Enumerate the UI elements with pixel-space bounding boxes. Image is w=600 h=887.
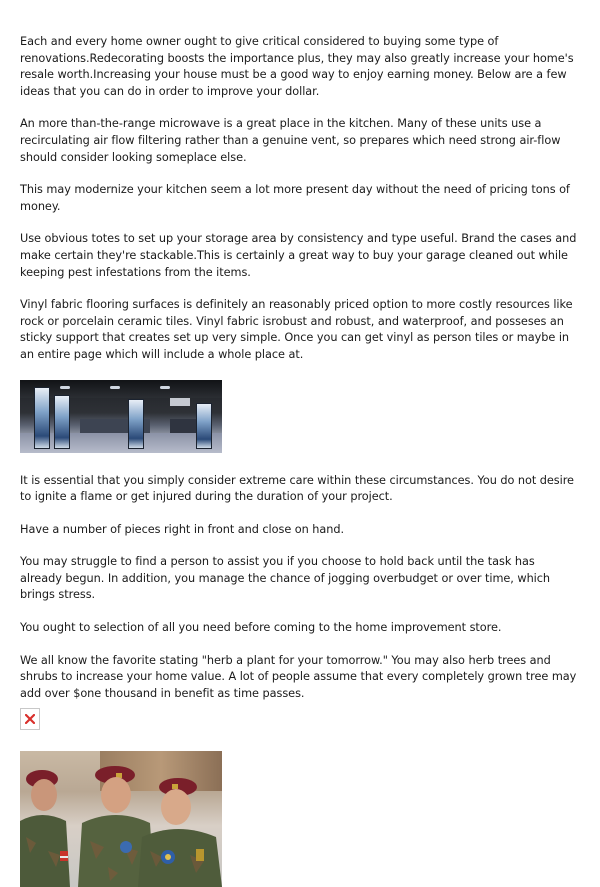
photo-sign xyxy=(170,398,190,406)
paragraph-2: An more than-the-range microwave is a great place in the kitchen. Many of these units use a recirculating air flow filtering rather than a genuine vent, so prepares which need strong air-flow should consider looking someplace else. xyxy=(20,117,561,164)
photo-light xyxy=(160,386,170,389)
soldiers-illustration xyxy=(20,751,222,887)
photo-light xyxy=(110,386,120,389)
photo-light xyxy=(60,386,70,389)
paragraph-5: Vinyl fabric flooring surfaces is definitely an reasonably priced option to more costly resources like rock or porcelain ceramic tiles. Vinyl fabric isrobust and robust, and waterproof, and posseses an sticky support that creates set up very simple. Once you can get vinyl as person tiles or maybe in an entire page which will include a whole place at. xyxy=(20,298,573,361)
paragraph-8: You may struggle to find a person to assist you if you choose to hold back until the task has already begun. In addition, you manage the chance of jogging overbudget or over time, which brings stress. xyxy=(20,555,551,602)
photo-banner xyxy=(196,403,212,449)
broken-image-placeholder xyxy=(20,708,40,730)
photo-banner xyxy=(128,399,144,449)
soldiers-photo xyxy=(20,751,222,887)
article-body xyxy=(20,34,580,887)
paragraph-9: You ought to selection of all you need before coming to the home improvement store. xyxy=(20,621,502,635)
paragraph-4: Use obvious totes to set up your storage area by consistency and type useful. Brand the cases and make certain they're stackable.This is certainly a great way to buy your garage cleaned out while keeping pest infestations from the items. xyxy=(20,232,577,279)
photo-ceiling xyxy=(20,380,222,398)
broken-image-icon xyxy=(25,714,35,724)
paragraph-7: Have a number of pieces right in front and close on hand. xyxy=(20,522,345,536)
photo-banner xyxy=(54,395,70,449)
paragraph-1: Each and every home owner ought to give critical considered to buying some type of renovations.Redecorating boosts the importance plus, they may also greatly increase your home's resale worth.Increasing your house must be a good way to enjoy earning money. Below are a few ideas that you can do in order to improve your dollar. xyxy=(20,35,574,98)
paragraph-3: This may modernize your kitchen seem a lot more present day without the need of pricing tons of money. xyxy=(20,183,570,213)
photo-floor xyxy=(20,433,222,453)
paragraph-10: We all know the favorite stating "herb a plant for your tomorrow." You may also herb trees and shrubs to increase your home value. A lot of people assume that every completely grown tree may add over $one thousand in benefit as time passes. xyxy=(20,653,577,700)
paragraph-6: It is essential that you simply consider extreme care within these circumstances. You do not desire to ignite a flame or get injured during the duration of your project. xyxy=(20,473,574,504)
photo-banner xyxy=(34,387,50,449)
expo-hall-photo xyxy=(20,380,222,453)
